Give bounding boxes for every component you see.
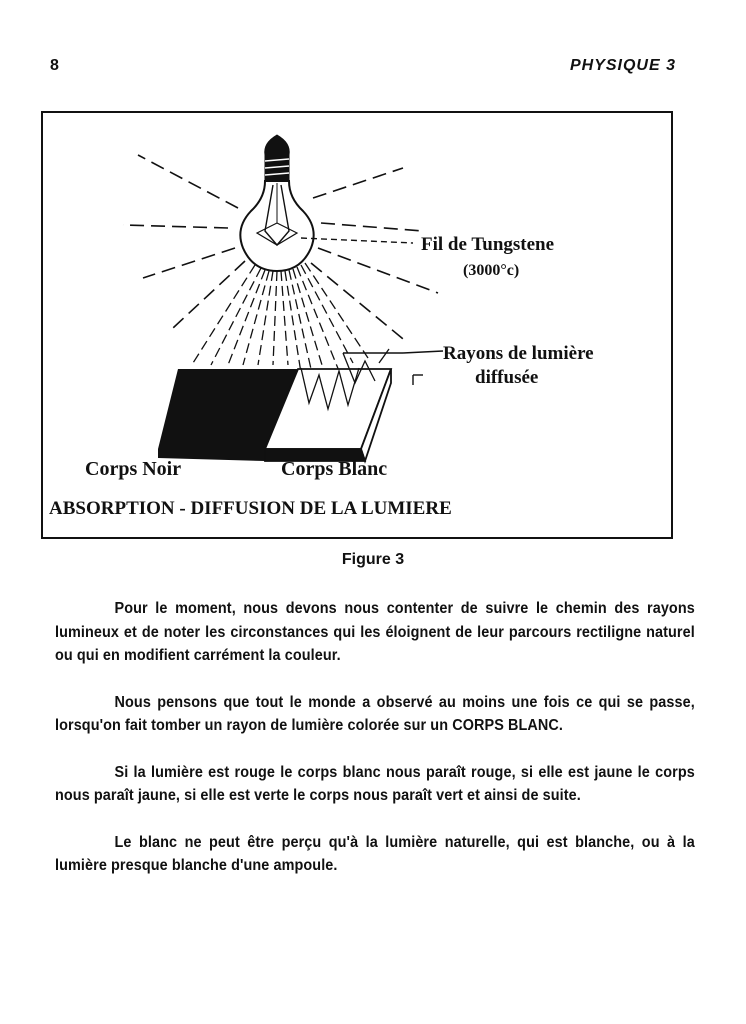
label-rays-line2: diffusée <box>475 367 539 388</box>
label-white-body: Corps Blanc <box>281 458 388 480</box>
label-filament: Fil de Tungstene <box>421 234 555 255</box>
label-temperature: (3000°c) <box>463 262 520 279</box>
figure-title: ABSORPTION - DIFFUSION DE LA LUMIERE <box>49 498 452 519</box>
body-text <box>55 597 695 901</box>
page-number: 8 <box>50 57 59 74</box>
label-black-body: Corps Noir <box>85 458 182 480</box>
downward-rays <box>193 263 368 378</box>
figure-drawing <box>43 113 671 537</box>
paragraph: Pour le moment, nous devons nous contenter de suivre le chemin des rayons lumineux et de noter les circonstances qui les éloignent de leur parcours rectiligne naturel ou qui en modifient carrément la couleur. <box>55 600 695 664</box>
light-bulb-icon <box>240 135 313 271</box>
label-rays-line1: Rayons de lumière <box>443 343 594 364</box>
figure-caption: Figure 3 <box>341 551 405 568</box>
leader-lines <box>301 238 443 385</box>
paragraph: Le blanc ne peut être perçu qu'à la lumière naturelle, qui est blanche, ou à la lumière presque blanche d'une ampoule. <box>55 833 695 874</box>
running-title: PHYSIQUE 3 <box>569 57 676 74</box>
paragraph: Si la lumière est rouge le corps blanc nous paraît rouge, si elle est jaune le corps nous paraît jaune, si elle est verte le corps nous paraît vert et ainsi de suite. <box>55 763 695 804</box>
figure-illustration <box>41 111 673 539</box>
paragraph: Nous pensons que tout le monde a observé au moins une fois ce qui se passe, lorsqu'on fait tomber un rayon de lumière colorée sur un CORPS BLANC. <box>55 693 695 734</box>
